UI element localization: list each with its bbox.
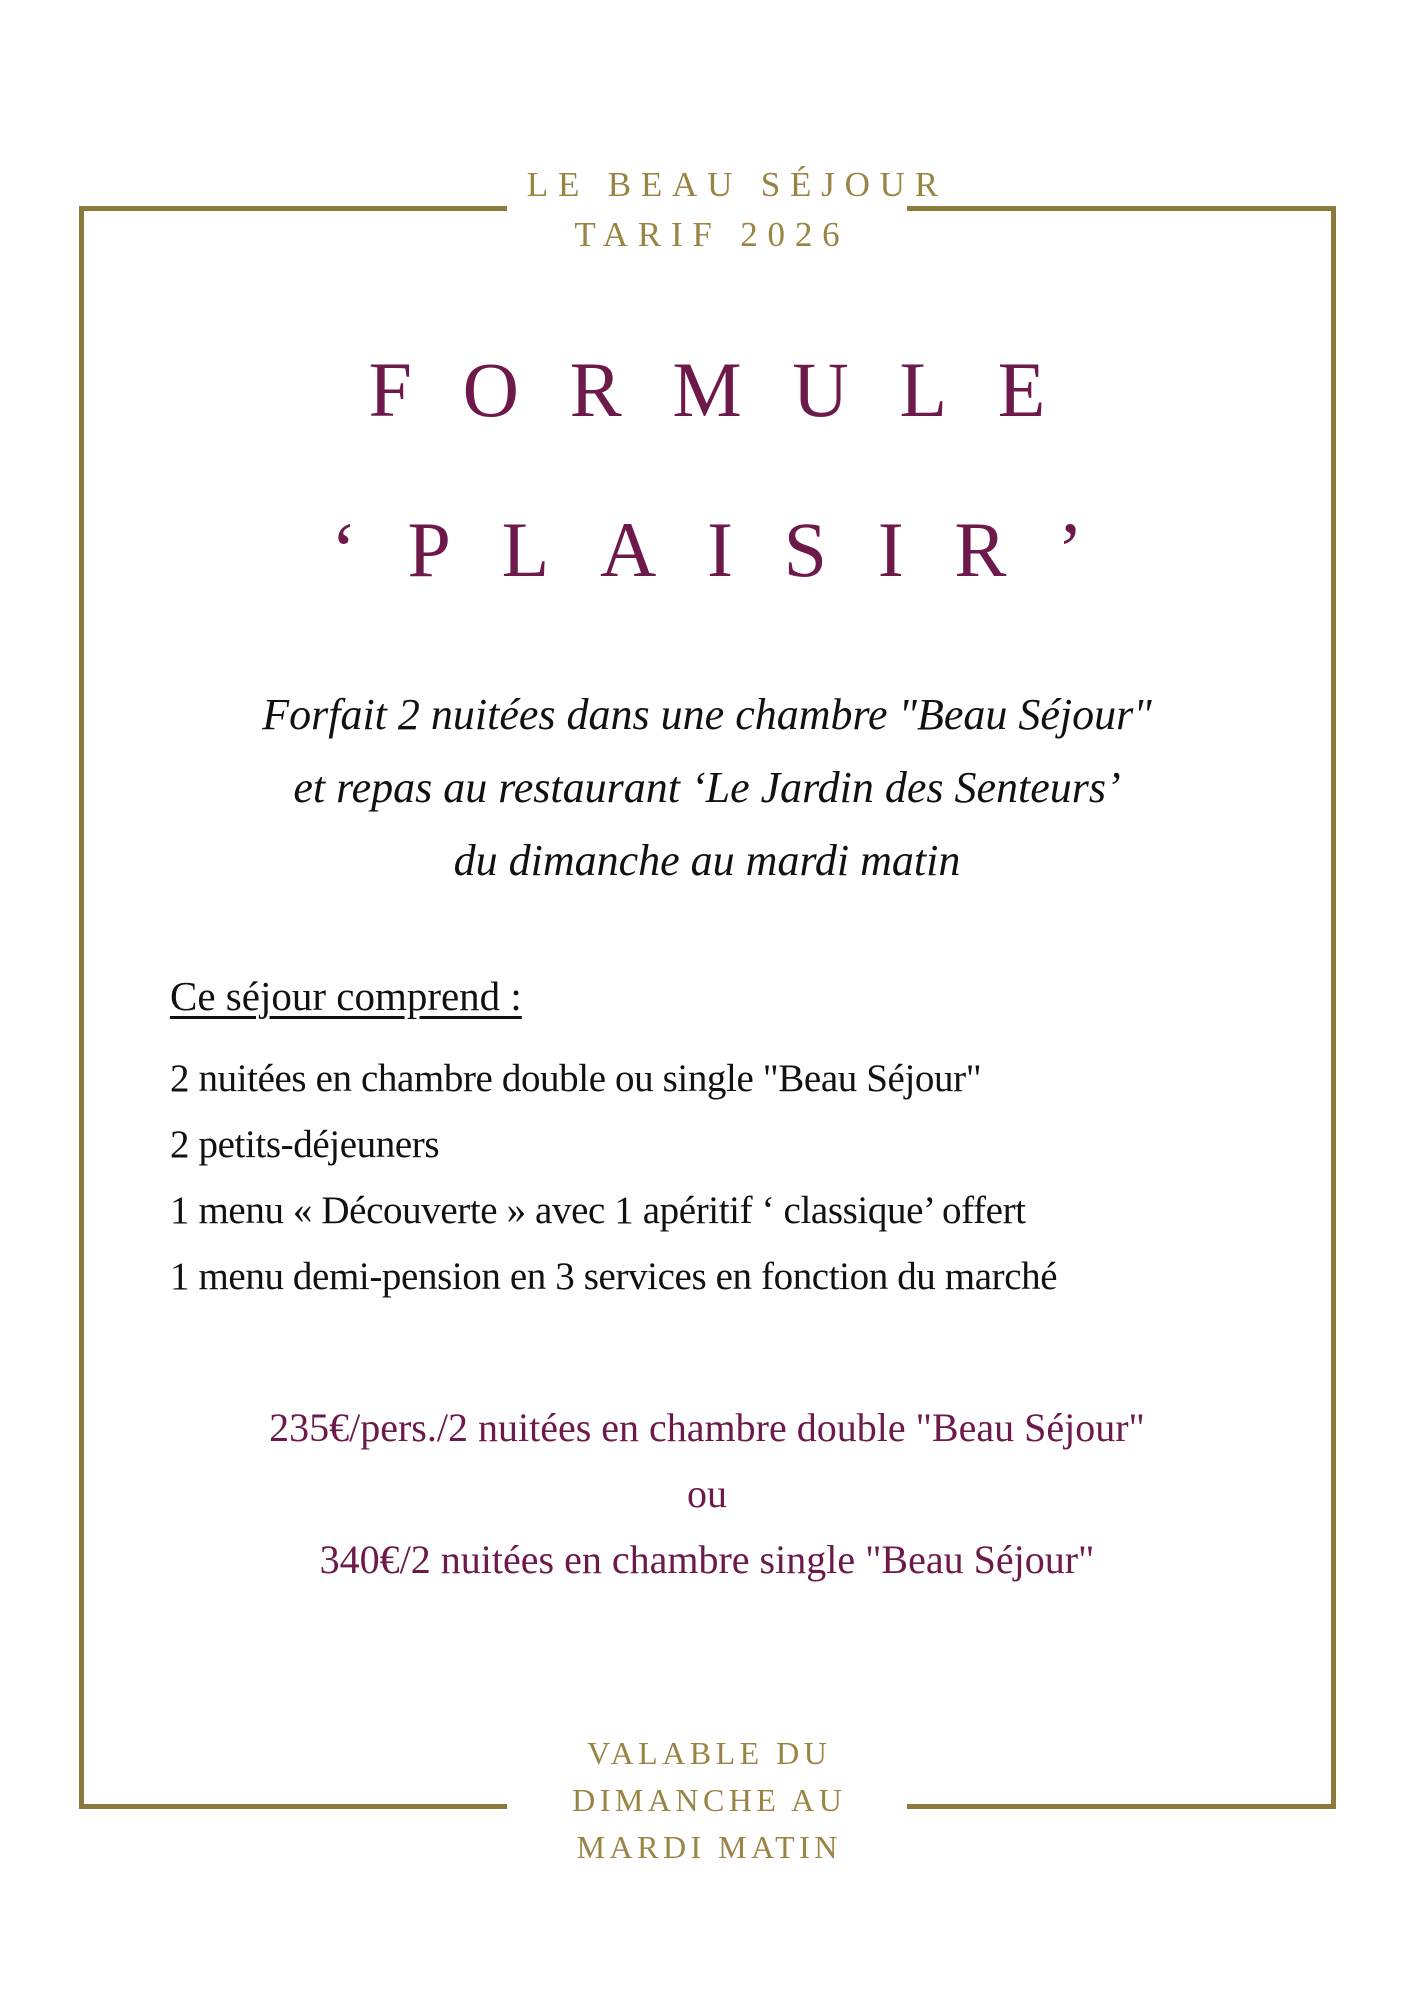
- title-formule: FORMULE: [368, 346, 1097, 433]
- price-single: 340€/2 nuitées en chambre single "Beau Séjour": [319, 1537, 1095, 1582]
- list-item: 2 petits-déjeuners: [170, 1123, 440, 1166]
- validity-line-3: MARDI MATIN: [576, 1829, 842, 1865]
- price-separator: ou: [687, 1471, 727, 1516]
- intro-line-1: Forfait 2 nuitées dans une chambre "Beau Séjour": [262, 690, 1152, 739]
- list-item: 1 menu demi-pension en 3 services en fonction du marché: [170, 1255, 1058, 1298]
- header-label: [507, 160, 948, 260]
- includes-list: [170, 1046, 1270, 1310]
- title-plaisir: ‘PLAISIR’: [330, 506, 1134, 593]
- pricing-section: [0, 1395, 1414, 1593]
- validity-line-2: DIMANCHE AU: [572, 1782, 847, 1818]
- intro-line-3: du dimanche au mardi matin: [453, 836, 961, 885]
- validity-line-1: VALABLE DU: [587, 1735, 832, 1771]
- validity-label: [507, 1730, 907, 1871]
- list-item: 1 menu « Découverte » avec 1 apéritif ‘ classique’ offert: [170, 1189, 1026, 1232]
- list-item: 2 nuitées en chambre double ou single "Beau Séjour": [170, 1057, 982, 1100]
- includes-section: [170, 966, 1270, 1310]
- intro-line-2: et repas au restaurant ‘Le Jardin des Senteurs’: [293, 763, 1121, 812]
- includes-heading: Ce séjour comprend :: [170, 973, 522, 1019]
- hotel-name: LE BEAU SÉJOUR: [526, 165, 948, 204]
- tariff-year: TARIF 2026: [574, 215, 850, 254]
- package-description: [0, 678, 1414, 897]
- price-double: 235€/pers./2 nuitées en chambre double "Beau Séjour": [269, 1405, 1145, 1450]
